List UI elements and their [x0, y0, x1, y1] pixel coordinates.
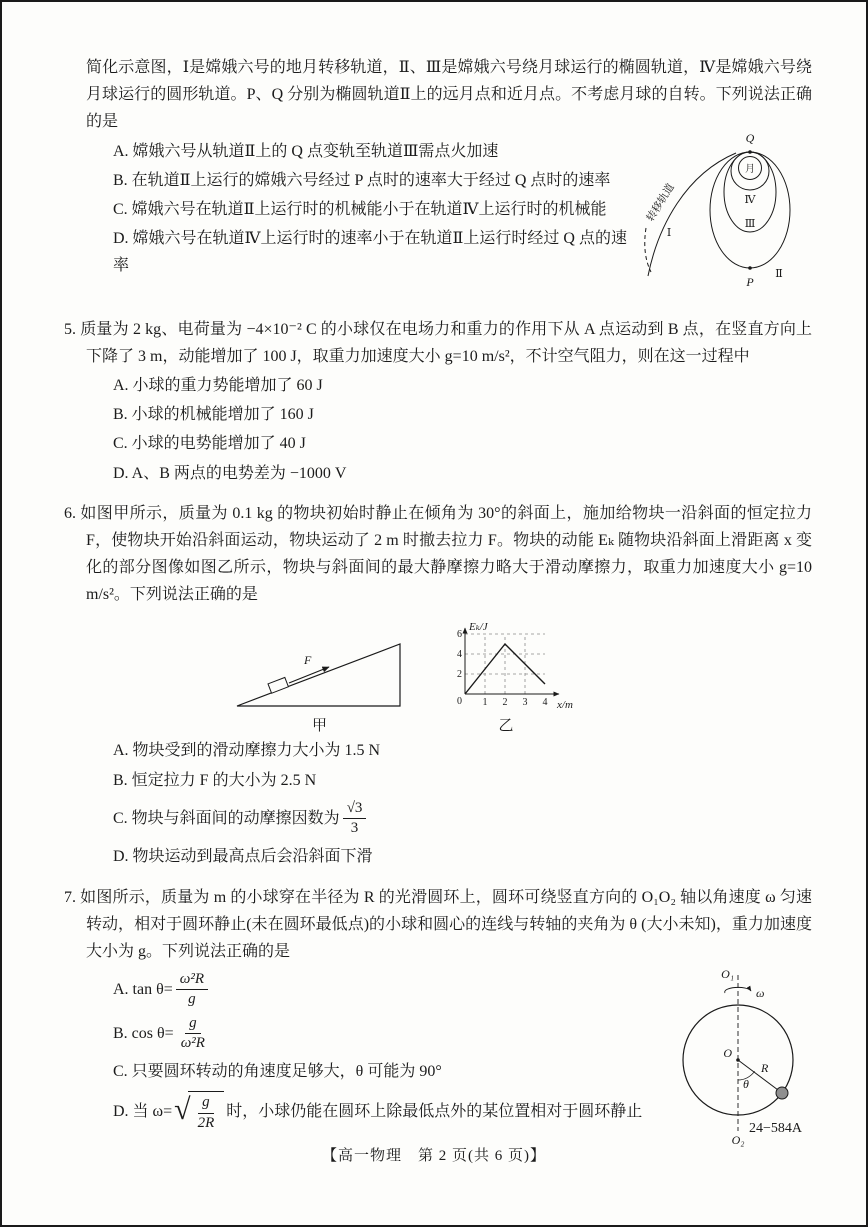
- x-tick-3: 3: [522, 697, 528, 709]
- q5-options: [113, 372, 812, 487]
- x-tick-2: 2: [502, 697, 508, 709]
- q7-option-d-suffix: 时，小球仍能在圆环上除最低点外的某位置相对于圆环静止: [226, 1102, 643, 1120]
- point-p-dot: [748, 266, 752, 270]
- q4-option-c: C. 嫦娥六号在轨道Ⅱ上运行时的机械能小于在轨道Ⅳ上运行时的机械能: [113, 200, 607, 218]
- q6-option-c-fraction: $\frac{√3}{3}$: [343, 800, 367, 838]
- label-orbit-3: Ⅲ: [744, 217, 756, 230]
- q7-option-d-sqrt: [174, 1091, 224, 1132]
- label-center-o: O: [723, 1046, 732, 1061]
- label-o2: O₂: [731, 1133, 745, 1148]
- radical-sign: √: [174, 1092, 191, 1126]
- q6-option-a: A. 物块受到的滑动摩擦力大小为 1.5 N: [113, 742, 381, 760]
- label-omega: ω: [756, 986, 765, 1001]
- y-tick-6: 6: [457, 629, 462, 641]
- q4-option-a: A. 嫦娥六号从轨道Ⅱ上的 Q 点变轨至轨道Ⅲ需点火加速: [113, 142, 499, 160]
- q7-option-d-fraction: $\frac{g}{2R}$: [197, 1094, 215, 1131]
- moon-orbit-diagram: [642, 130, 822, 292]
- q7-option-b: [113, 1015, 612, 1053]
- label-radius-r: R: [761, 1061, 769, 1076]
- page-footer: 【高一物理 第 2 页(共 6 页)】: [322, 1147, 546, 1164]
- label-theta: θ: [743, 1077, 749, 1092]
- q6-option-b: B. 恒定拉力 F 的大小为 2.5 N: [113, 771, 317, 789]
- force-label: F: [304, 653, 312, 668]
- q7-option-c: C. 只要圆环转动的角速度足够大，θ 可能为 90°: [113, 1063, 442, 1081]
- question-5: [64, 316, 812, 487]
- label-orbit-4: Ⅳ: [744, 193, 756, 206]
- moon-orbit-figure: [642, 130, 822, 292]
- q6-stem: [64, 500, 812, 609]
- incline-figure: [232, 634, 407, 735]
- q5-text: 质量为 2 kg、电荷量为 −4×10⁻² C 的小球仅在电场力和重力的作用下从 A 点运动到 B 点，在竖直方向上下降了 3 m，动能增加了 100 J，取重力加速度大小 g=10 m/s²，不计空气阻力，则在这一过程中: [80, 320, 813, 365]
- y-tick-4: 4: [457, 649, 462, 661]
- x-tick-4: 4: [542, 697, 548, 709]
- caption-jia: 甲: [311, 718, 327, 735]
- q6-text: 如图甲所示，质量为 0.1 kg 的物块初始时静止在倾角为 30°的斜面上，施加给物块一沿斜面的恒定拉力 F，使物块开始沿斜面运动，物块运动了 2 m 时撤去拉力 F。物块的动能 Eₖ 随物块沿斜面上滑距离 x 变化的部分图像如图乙所示，物块与斜面间的最大静摩擦力略大于滑动摩擦力，取重力加速度大小 g=10 m/s²。下列说法正确的是: [80, 504, 813, 604]
- label-orbit-2: Ⅱ: [775, 267, 783, 280]
- q5-option-d: D. A、B 两点的电势差为 −1000 V: [113, 464, 347, 482]
- transfer-orbit-curve: [648, 153, 736, 276]
- q6-number: 6.: [64, 504, 76, 522]
- q7-number: 7.: [64, 888, 76, 906]
- question-7: [64, 884, 812, 1148]
- q7-stem: [64, 884, 812, 966]
- energy-graph: [437, 618, 575, 714]
- incline-triangle: [237, 644, 400, 706]
- q5-option-a: A. 小球的重力势能增加了 60 J: [113, 376, 323, 394]
- q4-options: [113, 130, 812, 303]
- label-p: P: [746, 274, 754, 289]
- paper-code: 24−584A: [748, 1121, 802, 1137]
- point-q-dot: [748, 150, 752, 154]
- incline-diagram: [232, 634, 407, 714]
- q6-option-c: [113, 800, 812, 838]
- bead-ball: [776, 1087, 788, 1099]
- label-moon: 月: [745, 163, 755, 175]
- q7-option-d-prefix: D. 当 ω=: [113, 1102, 173, 1120]
- q7-option-a-prefix: A. tan θ=: [113, 981, 173, 999]
- label-q: Q: [745, 130, 755, 145]
- q7-option-b-prefix: B. cos θ=: [113, 1024, 174, 1042]
- q6-option-c-text: C. 物块与斜面间的动摩擦因数为: [113, 809, 340, 827]
- question-6: [64, 500, 812, 871]
- label-orbit-1: Ⅰ: [666, 226, 672, 239]
- q6-option-d: D. 物块运动到最高点后会沿斜面下滑: [113, 848, 373, 866]
- energy-graph-figure: [437, 618, 575, 735]
- q5-option-c: C. 小球的电势能增加了 40 J: [113, 435, 306, 453]
- q5-number: 5.: [64, 320, 76, 338]
- y-axis-label: Eₖ/J: [469, 621, 488, 634]
- caption-yi: 乙: [498, 718, 514, 735]
- q4-option-d: D. 嫦娥六号在轨道Ⅳ上运行时的速率小于在轨道Ⅱ上运行时经过 Q 点的速率: [113, 230, 627, 275]
- q5-stem: [64, 316, 812, 370]
- q7-option-a: [113, 971, 612, 1009]
- block: [268, 678, 288, 694]
- x-axis-label: x/m: [557, 699, 573, 712]
- q7-text: 如图所示，质量为 m 的小球穿在半径为 R 的光滑圆环上，圆环可绕竖直方向的 O₁O₂ 轴以角速度 ω 匀速转动，相对于圆环静止(未在圆环最低点)的小球和圆心的连线与转轴的夹角为 θ (大小未知)，重力加速度大小为 g。下列说法正确的是: [80, 888, 812, 960]
- label-transfer-orbit: 转移轨道: [645, 181, 677, 224]
- q4-option-b: B. 在轨道Ⅱ上运行的嫦娥六号经过 P 点时的速率大于经过 Q 点时的速率: [113, 171, 611, 189]
- y-tick-2: 2: [457, 669, 462, 681]
- q6-figures: [232, 618, 812, 735]
- x-tick-1: 1: [482, 697, 488, 709]
- q6-options: [113, 737, 812, 870]
- q5-option-b: B. 小球的机械能增加了 160 J: [113, 406, 314, 424]
- q7-option-b-fraction: $\frac{g}{\text{ω²R}}$: [180, 1014, 205, 1051]
- question-4: [64, 54, 812, 303]
- q7-option-a-fraction: $\frac{\text{ω²R}}{g}$: [176, 971, 208, 1009]
- q4-intro: 简化示意图，Ⅰ是嫦娥六号的地月转移轨道，Ⅱ、Ⅲ是嫦娥六号绕月球运行的椭圆轨道，Ⅳ是嫦娥六号绕月球运行的圆形轨道。P、Q 分别为椭圆轨道Ⅱ上的远月点和近月点。不考虑月球的自转。下列说法正确的是: [86, 59, 812, 131]
- label-o1: O₁: [721, 967, 734, 982]
- force-arrow: [289, 667, 329, 683]
- origin-label: 0: [457, 696, 462, 708]
